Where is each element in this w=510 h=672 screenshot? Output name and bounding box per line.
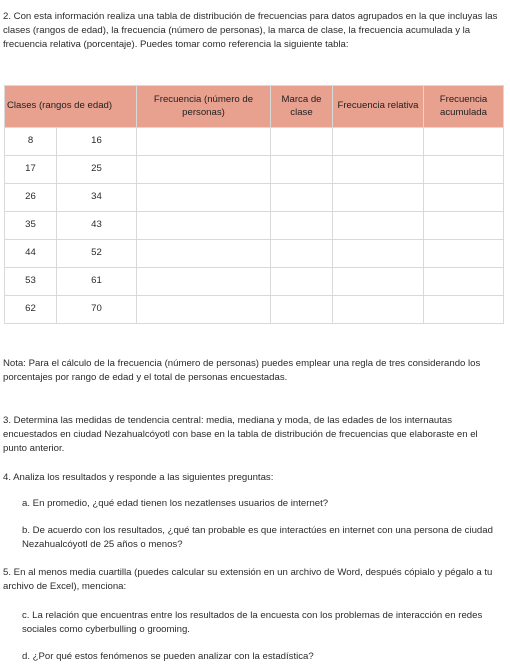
frequency-note: Nota: Para el cálculo de la frecuencia (número de personas) puedes emplear una regla de tres considerando los porcentajes por rango de edad y el total de personas encuestadas. (3, 358, 481, 384)
table-row (5, 268, 504, 296)
item-c: c. La relación que encuentras entre los resultados de la encuesta con los problemas de interacción en redes sociales como cyberbulling o grooming. (22, 610, 483, 636)
class-lower-limit: 26 (5, 184, 57, 212)
frequency-cell[interactable] (137, 212, 271, 240)
relative-frequency-cell[interactable] (333, 128, 424, 156)
table-row (5, 212, 504, 240)
class-upper-limit: 43 (57, 212, 137, 240)
relative-frequency-cell[interactable] (333, 156, 424, 184)
table-row (5, 128, 504, 156)
section-5-intro: 5. En al menos media cuartilla (puedes calcular su extensión en un archivo de Word, después cópialo y pégalo a tu archivo de Excel), menciona: (3, 567, 493, 593)
frequency-cell[interactable] (137, 128, 271, 156)
class-upper-limit: 70 (57, 296, 137, 324)
relative-frequency-cell[interactable] (333, 268, 424, 296)
class-upper-limit: 52 (57, 240, 137, 268)
relative-frequency-cell[interactable] (333, 240, 424, 268)
header-frequency: Frecuencia (número de personas) (137, 86, 271, 128)
class-lower-limit: 17 (5, 156, 57, 184)
table-row (5, 296, 504, 324)
question-a: a. En promedio, ¿qué edad tienen los nezatlenses usuarios de internet? (22, 498, 329, 509)
table-header-row (5, 86, 504, 128)
class-upper-limit: 61 (57, 268, 137, 296)
frequency-cell[interactable] (137, 184, 271, 212)
class-lower-limit: 53 (5, 268, 57, 296)
class-lower-limit: 8 (5, 128, 57, 156)
frequency-cell[interactable] (137, 156, 271, 184)
cumulative-frequency-cell[interactable] (424, 156, 504, 184)
cumulative-frequency-cell[interactable] (424, 296, 504, 324)
question-b: b. De acuerdo con los resultados, ¿qué tan probable es que interactúes en internet con una persona de ciudad Nezahualcóyotl de 25 años o menos? (22, 525, 493, 551)
section-4-intro: 4. Analiza los resultados y responde a las siguientes preguntas: (3, 472, 274, 483)
relative-frequency-cell[interactable] (333, 212, 424, 240)
class-mark-cell[interactable] (271, 184, 333, 212)
cumulative-frequency-cell[interactable] (424, 184, 504, 212)
section-2-instructions: 2. Con esta información realiza una tabla de distribución de frecuencias para datos agrupados en la que incluyas las clases (rangos de edad), la frecuencia (número de personas), la marca de clase, la frecuencia acumulada y la frecuencia relativa (porcentaje). Puedes tomar como referencia la siguiente tabla: (3, 11, 498, 51)
relative-frequency-cell[interactable] (333, 184, 424, 212)
frequency-cell[interactable] (137, 268, 271, 296)
header-classes: Clases (rangos de edad) (5, 86, 137, 128)
header-relative-frequency: Frecuencia relativa (333, 86, 424, 128)
header-cumulative-frequency: Frecuencia acumulada (424, 86, 504, 128)
class-mark-cell[interactable] (271, 156, 333, 184)
class-mark-cell[interactable] (271, 268, 333, 296)
section-3-instructions: 3. Determina las medidas de tendencia central: media, mediana y moda, de las edades de los internautas encuestados en ciudad Nezahualcóyotl con base en la tabla de distribución de frecuencias que elaboraste en el punto anterior. (3, 415, 478, 455)
frequency-cell[interactable] (137, 296, 271, 324)
class-upper-limit: 25 (57, 156, 137, 184)
frequency-cell[interactable] (137, 240, 271, 268)
cumulative-frequency-cell[interactable] (424, 240, 504, 268)
class-lower-limit: 44 (5, 240, 57, 268)
class-lower-limit: 35 (5, 212, 57, 240)
class-mark-cell[interactable] (271, 296, 333, 324)
class-lower-limit: 62 (5, 296, 57, 324)
class-mark-cell[interactable] (271, 128, 333, 156)
item-d: d. ¿Por qué estos fenómenos se pueden analizar con la estadística? (22, 651, 314, 662)
cumulative-frequency-cell[interactable] (424, 212, 504, 240)
table-row (5, 156, 504, 184)
table-row (5, 184, 504, 212)
relative-frequency-cell[interactable] (333, 296, 424, 324)
class-mark-cell[interactable] (271, 240, 333, 268)
class-upper-limit: 34 (57, 184, 137, 212)
class-upper-limit: 16 (57, 128, 137, 156)
header-class-mark: Marca de clase (271, 86, 333, 128)
table-row (5, 240, 504, 268)
frequency-table (4, 85, 504, 324)
cumulative-frequency-cell[interactable] (424, 268, 504, 296)
class-mark-cell[interactable] (271, 212, 333, 240)
cumulative-frequency-cell[interactable] (424, 128, 504, 156)
